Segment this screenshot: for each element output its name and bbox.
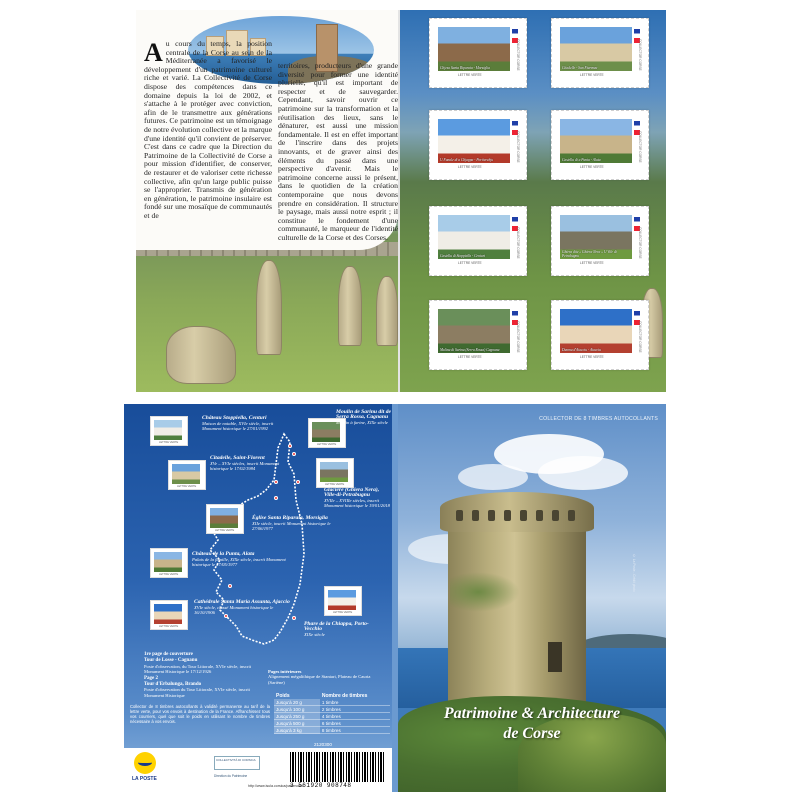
map-location-dot: [228, 584, 232, 588]
map-label-text: XIXe siècle: [304, 632, 325, 637]
map-label: [210, 456, 290, 471]
cover-p2-text: Poste d'observation du Tour Littorale, XVIe siècle, inscrit Monument Historique: [144, 687, 250, 698]
stamp-image: [438, 309, 510, 353]
map-label-text: XVIe siècle, classé Monument historique le 16/10/1906: [194, 605, 274, 615]
map-label-title: Château Stoppiella, Centuri: [202, 415, 267, 421]
stamp-side-text: COLLECTOR CORSE: [516, 321, 520, 353]
map-stamp-value: LETTRE VERTE: [333, 611, 353, 614]
map-label: [252, 516, 332, 531]
cloud: [458, 464, 528, 490]
stamp-value: LETTRE VERTE: [458, 165, 482, 169]
rate-head-weight: Poids: [276, 692, 290, 699]
rate-weight: Jusqu'à 20 g: [274, 699, 320, 706]
map-stamp-image: [154, 552, 182, 572]
cover-p1-text: Poste d'observation, du Tour Littorale, XVIe siècle, inscrit Monument Historique le 17/12/1926: [144, 663, 252, 675]
drop-cap: A: [144, 38, 163, 67]
stamp-caption: Ghiera dite « Ghiera Nera » U Vile di Petrabugnu: [562, 250, 617, 258]
map-label-title: Château de la Punta, Alata: [192, 551, 255, 557]
cover-p1-head: 1re page de couverture: [144, 652, 193, 657]
map-stamp: [324, 586, 362, 616]
barcode-bars-icon: [290, 752, 384, 782]
rate-weight: Jusqu'à 250 g: [274, 713, 320, 720]
map-location-dot: [296, 480, 300, 484]
stamp-image: [560, 215, 632, 259]
stamp[interactable]: [429, 300, 527, 370]
map-stamp-image: [328, 590, 356, 610]
stamp-caption: U Fanale di a Chjappa - Portivechju: [440, 158, 494, 162]
crenel: [488, 510, 495, 521]
collectivite-logo: COLLECTIVITÀ DI CORSICA: [214, 756, 260, 770]
map-label: [304, 622, 384, 637]
interior-head: Pages intérieures: [268, 669, 302, 674]
map-stamp-value: LETTRE VERTE: [159, 573, 179, 576]
rate-row: [274, 713, 390, 720]
stamp-image: [438, 119, 510, 163]
rate-row: [274, 720, 390, 727]
intro-text-left-column: [144, 40, 272, 220]
stamp-value: LETTRE VERTE: [580, 165, 604, 169]
cover-p1-title: Tour de Losse - Cagnanu: [144, 658, 198, 664]
menhir: [166, 326, 236, 384]
crenel: [520, 510, 527, 521]
stamp-side-text: COLLECTOR CORSE: [516, 131, 520, 163]
map-label-text: Moulin à farine, XIXe siècle: [336, 420, 388, 425]
front-kicker: COLLECTOR DE 8 TIMBRES AUTOCOLLANTS: [539, 416, 658, 422]
stamp-side-text: COLLECTOR CORSE: [516, 227, 520, 259]
stamp[interactable]: [429, 110, 527, 180]
map-label-title: Glacière (Ghiera Nera), Ville-di-Petrabugnu: [324, 487, 380, 498]
logos-strip: [124, 748, 394, 792]
front-vertical-credit: © La Poste - Crédit photo: [632, 554, 636, 592]
front-cover: [398, 404, 666, 792]
rate-count: 1 timbre: [320, 699, 390, 706]
cover-p2-title: Tour d'Erbalunga, Brando: [144, 682, 202, 688]
stamp[interactable]: [551, 18, 649, 88]
title-line-1: Patrimoine & Architecture: [443, 705, 621, 722]
title-line-2: de Corse: [503, 725, 561, 742]
map-location-dot: [274, 480, 278, 484]
map-label: [194, 600, 290, 615]
rate-count: 2 timbres: [320, 706, 390, 713]
stamp-caption: Citadelle - San Fiurenzu: [562, 66, 598, 70]
rate-count: 6 timbres: [320, 720, 390, 727]
stamp-value: LETTRE VERTE: [580, 261, 604, 265]
stamp-value: LETTRE VERTE: [458, 261, 482, 265]
bird-icon: [138, 759, 152, 766]
stamp-caption: Chjesa Santa Riparata - Morsiglia: [440, 66, 490, 70]
tower-top: [440, 492, 594, 532]
stamp-image: [560, 119, 632, 163]
fold-line: [398, 10, 400, 392]
map-label-title: Phare de la Chiappa, Porto-Vecchio: [304, 621, 369, 632]
map-location-dot: [292, 452, 296, 456]
interior-pages-info: [268, 669, 388, 685]
booklet-title: [398, 704, 666, 744]
rate-weight: Jusqu'à 3 kg: [274, 727, 320, 734]
stamp-image: [438, 215, 510, 259]
rate-table-header: [274, 692, 390, 699]
stamp[interactable]: [429, 206, 527, 276]
booklet-cover-spread: [124, 404, 666, 792]
map-label: [336, 410, 392, 425]
stamp-sheet-panel: [399, 10, 666, 392]
stamp-value: LETTRE VERTE: [580, 73, 604, 77]
map-stamp: [168, 460, 206, 490]
map-stamp: [150, 548, 188, 578]
booklet-interior-spread: [136, 10, 666, 392]
map-label-text: XIIe siècle, inscrit Monument historique le 27/06/1977: [252, 521, 331, 531]
stamp-image: [560, 309, 632, 353]
website-url: http://www.isula.corsica/patrimoniu: [248, 784, 304, 788]
map-label-text: XVIIe – XVIIIe siècles, inscrit Monument historique le 19/01/2018: [324, 498, 390, 508]
stamp-side-text: COLLECTOR CORSE: [638, 321, 642, 353]
map-stamp-value: LETTRE VERTE: [177, 485, 197, 488]
map-label: [192, 552, 288, 567]
map-stamp-image: [210, 508, 238, 528]
crenel: [568, 510, 575, 521]
rate-weight: Jusqu'à 500 g: [274, 720, 320, 727]
stamp-image: [560, 27, 632, 71]
map-label: [202, 416, 276, 431]
map-label-text: XVe – XVIe siècles, inscrit Monument historique le 17/02/1984: [210, 461, 280, 471]
stamp-caption: Mulinu di Sarinu (Serra Rossa) Cagnanu: [440, 348, 500, 352]
menhir: [338, 266, 362, 346]
stamp[interactable]: [551, 206, 649, 276]
stamp-side-text: COLLECTOR CORSE: [638, 39, 642, 71]
rate-count: 8 timbres: [320, 727, 390, 734]
intro-text-right-column: territoires, producteurs d'une grande diversité pour former une identité plurielle, qu'il est important de respecter et de sauvegarder. Cependant, savoir ouvrir ce patrimoine sur la transformation et la réutilisation des lieux, sans le dénaturer, est aussi une mission fondamentale. Il est en effet important de l'inscrire dans des projets innovants, et de graver ainsi des éléments du passé dans une perspective d'avenir. Mais le patrimoine concerne aussi le présent, dans le quotidien de la création contemporaine que nous devons prendre en considération. Il structure le paysage, mais aussi notre esprit ; il constitue le fondement d'une communauté, le marqueur de l'identité culturelle de la Corse et des Corses.: [278, 61, 398, 242]
stamp[interactable]: [429, 18, 527, 88]
map-label-title: Citadelle, Saint-Florent: [210, 455, 265, 461]
map-location-dot: [292, 616, 296, 620]
map-stamp-image: [320, 462, 348, 482]
map-stamp-image: [312, 422, 340, 442]
map-stamp-image: [154, 604, 182, 624]
map-stamp: [150, 600, 188, 630]
rate-row: [274, 706, 390, 713]
map-label-title: Moulin de Sarinu dit de Serra Rossa, Cagnanu: [336, 409, 392, 420]
crenel: [536, 510, 543, 521]
stamp-value: LETTRE VERTE: [580, 355, 604, 359]
la-poste-logo-icon: [134, 752, 156, 774]
map-location-dot: [274, 496, 278, 500]
map-label-text: Palais de la famille, XIXe siècle, inscrit Monument historique le 27/05/1977: [192, 557, 286, 567]
intro-text-area: [136, 10, 399, 250]
menhir: [256, 260, 282, 355]
map-stamp-image: [172, 464, 200, 484]
crenel: [504, 510, 511, 521]
stamp-caption: Duomu d'Aiacciu - Aiacciu: [562, 348, 601, 352]
stamp[interactable]: [551, 300, 649, 370]
map-stamp: [206, 504, 244, 534]
map-stamp-value: LETTRE VERTE: [159, 625, 179, 628]
rate-table-body: [274, 699, 390, 734]
back-cover: [124, 404, 394, 792]
map-stamp: [150, 416, 188, 446]
tower-moss: [450, 572, 520, 612]
stamp-value: LETTRE VERTE: [458, 73, 482, 77]
rate-count: 4 timbres: [320, 713, 390, 720]
cover-info: [144, 651, 264, 698]
stamp-image: [438, 27, 510, 71]
rate-weight: Jusqu'à 100 g: [274, 706, 320, 713]
reference-number: 2120300: [314, 742, 332, 747]
barcode-number: 3 561920 908748: [290, 782, 352, 789]
tower-door: [548, 642, 562, 672]
stamp-value: LETTRE VERTE: [458, 355, 482, 359]
map-stamp-value: LETTRE VERTE: [325, 483, 345, 486]
map-label-title: Cathédrale Santa Maria Assunta, Ajaccio: [194, 599, 290, 605]
cloud: [538, 456, 628, 490]
rate-table: [274, 692, 390, 734]
map-location-dot: [288, 444, 292, 448]
map-stamp-image: [154, 420, 182, 440]
interior-text: Alignement mégalithique de Stantari, Plateau de Cauria (Sartène): [268, 674, 371, 685]
intro-left-text: u cours du temps, la position centrale de la Corse au sein de la Méditerranée a favorisé le développement d'un patrimoine culturel riche et varié. La Collectivité de Corse dispose des compétences dans ce domaine depuis la loi de 2002, et s'attache à le protéger avec conviction, afin de le transmettre aux générations futures. Ce patrimoine est un témoignage de notre évolution collective et la marque d'une identité qu'il convient de préserver. C'est dans ce cadre que la Direction du Patrimoine de la Collectivité de Corse a pour mission d'identifier, de conserver, de restaurer et de valoriser cette richesse collective, afin qu'un large public puisse se l'approprier. Transmis de génération en génération, le patrimoine insulaire est fondé sur une mosaïque de communautés et de: [144, 39, 272, 220]
stamp-caption: Castellu di Stoppiella - Centuri: [440, 254, 486, 258]
stamp-side-text: COLLECTOR CORSE: [516, 39, 520, 71]
stamp-caption: Castellu di a Punta - Alata: [562, 158, 601, 162]
stamp-side-text: COLLECTOR CORSE: [638, 131, 642, 163]
stamp-side-text: COLLECTOR CORSE: [638, 227, 642, 259]
map-stamp-value: LETTRE VERTE: [215, 529, 235, 532]
la-poste-name: LA POSTE: [132, 776, 157, 782]
map-label: [324, 488, 390, 508]
collector-note: Collector de 8 timbres autocollants à validité permanente au tarif de la lettre verte, pour vos envois à destination de la France. Affranchissez tous vos courriers, quel que soit le poids en utilisant le nombre de timbres nécessaire à vos envois.: [130, 704, 270, 724]
cover-p2-head: Page 2: [144, 675, 159, 681]
stamp[interactable]: [551, 110, 649, 180]
map-stamp-value: LETTRE VERTE: [317, 443, 337, 446]
menhir: [376, 276, 398, 346]
rate-head-count: Nombre de timbres: [321, 692, 368, 699]
map-label-text: Maison de notable, XVIe siècle, inscrit Monument historique le 27/01/1992: [202, 421, 274, 431]
map-location-dot: [224, 614, 228, 618]
barcode: [284, 750, 390, 790]
map-stamp: [316, 458, 354, 488]
map-label-title: Église Santa Riparata, Morsiglia: [252, 515, 328, 521]
collectivite-subtitle: Direction du Patrimoine: [214, 774, 248, 778]
crenel: [456, 510, 463, 521]
map-stamp-value: LETTRE VERTE: [159, 441, 179, 444]
interior-left-panel: [136, 10, 399, 392]
rate-row: [274, 727, 390, 734]
crenel: [552, 510, 559, 521]
crenel: [472, 510, 479, 521]
